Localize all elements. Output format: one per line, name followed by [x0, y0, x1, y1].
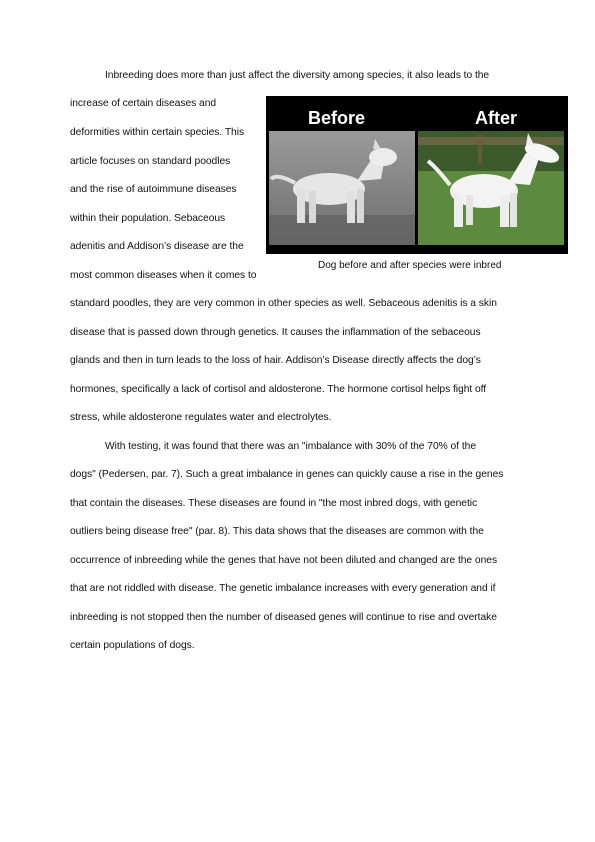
before-dog-illustration	[269, 131, 415, 245]
paragraph-2-line-2: dogs" (Pedersen, par. 7). Such a great imbalance in genes can quickly cause a rise in the genes	[70, 469, 504, 480]
paragraph-1-line-4: article focuses on standard poodles	[70, 156, 231, 167]
before-dog-photo	[269, 131, 415, 245]
figure-caption: Dog before and after species were inbred	[318, 260, 502, 271]
after-dog-photo	[418, 131, 564, 245]
paragraph-1-line-7: adenitis and Addison’s disease are the	[70, 241, 244, 252]
paragraph-2-line-4: outliers being disease free" (par. 8). This data shows that the diseases are common with the	[70, 526, 484, 537]
figure-label-before: Before	[308, 108, 366, 128]
paragraph-1-line-13: stress, while aldosterone regulates water and electrolytes.	[70, 412, 332, 423]
paragraph-1-line-3: deformities within certain species. This	[70, 127, 245, 138]
paragraph-1-line-8: most common diseases when it comes to	[70, 270, 257, 281]
paragraph-1-line-9: standard poodles, they are very common in other species as well. Sebaceous adenitis is a skin	[70, 298, 497, 309]
figure-label-after: After	[475, 108, 518, 128]
paragraph-1-line-5: and the rise of autoimmune diseases	[70, 184, 237, 195]
paragraph-2-line-8: certain populations of dogs.	[70, 640, 195, 651]
paragraph-2-line-3: that contain the diseases. These diseases are found in "the most inbred dogs, with genetic	[70, 498, 478, 509]
before-after-dog-figure	[266, 96, 568, 254]
paragraph-1-line-1: Inbreeding does more than just affect the diversity among species, it also leads to the	[105, 70, 490, 81]
paragraph-1-line-12: hormones, specifically a lack of cortisol and aldosterone. The hormone cortisol helps fight off	[70, 384, 487, 395]
paragraph-1-line-2: increase of certain diseases and	[70, 98, 217, 109]
paragraph-1-line-11: glands and then in turn leads to the loss of hair. Addison’s Disease directly affects the dog’s	[70, 355, 481, 366]
paragraph-2-line-7: inbreeding is not stopped then the number of diseased genes will continue to rise and overtake	[70, 612, 497, 623]
paragraph-1-line-10: disease that is passed down through genetics. It causes the inflammation of the sebaceous	[70, 327, 481, 338]
after-dog-illustration	[418, 131, 564, 245]
paragraph-1-line-6: within their population. Sebaceous	[70, 213, 226, 224]
paragraph-2-line-1: With testing, it was found that there was an "imbalance with 30% of the 70% of the	[105, 441, 477, 452]
paragraph-2-line-6: that are not riddled with disease. The genetic imbalance increases with every generation and if	[70, 583, 496, 594]
paragraph-2-line-5: occurrence of inbreeding while the genes that have not been diluted and changed are the ones	[70, 555, 498, 566]
